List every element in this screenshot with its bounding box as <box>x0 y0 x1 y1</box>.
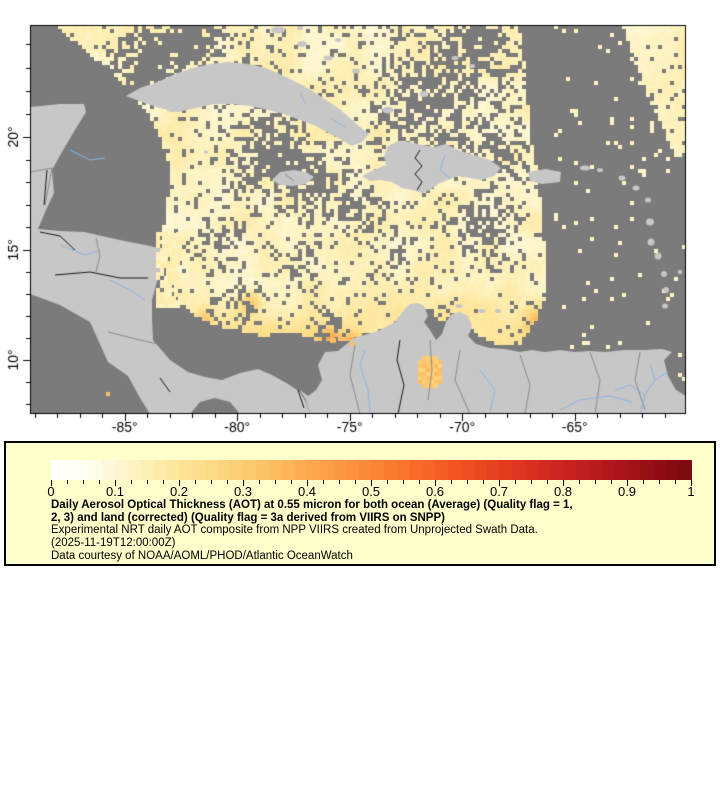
colorbar-segment <box>179 460 192 480</box>
colorbar-tick <box>547 480 548 484</box>
colorbar-tick <box>227 480 228 484</box>
colorbar-segment <box>230 460 243 480</box>
colorbar-tick <box>147 480 148 484</box>
colorbar-segment <box>141 460 154 480</box>
colorbar-segment <box>551 460 564 480</box>
colorbar-tick <box>595 480 596 484</box>
colorbar-tick <box>99 480 100 484</box>
colorbar-tick <box>579 480 580 484</box>
colorbar-segment <box>192 460 205 480</box>
colorbar-segment <box>154 460 167 480</box>
colorbar-tick-label: 0.3 <box>233 484 253 499</box>
colorbar-tick <box>259 480 260 484</box>
colorbar-segment <box>602 460 615 480</box>
colorbar-tick-label: 0.7 <box>489 484 509 499</box>
colorbar-segment <box>320 460 333 480</box>
colorbar-tick <box>83 480 84 484</box>
colorbar-segment <box>499 460 512 480</box>
colorbar-segment <box>679 460 692 480</box>
colorbar-segment <box>615 460 628 480</box>
colorbar-segment <box>218 460 231 480</box>
colorbar-segment <box>307 460 320 480</box>
colorbar-tick-label: 0.2 <box>169 484 189 499</box>
colorbar-segment <box>512 460 525 480</box>
colorbar-tick <box>515 480 516 484</box>
colorbar-segment <box>89 460 102 480</box>
colorbar-segment <box>564 460 577 480</box>
colorbar-tick <box>483 480 484 484</box>
colorbar-segment <box>384 460 397 480</box>
colorbar-segment <box>205 460 218 480</box>
legend-credit: Data courtesy of NOAA/AOML/PHOD/Atlantic OceanWatch <box>51 549 353 562</box>
colorbar-segment <box>77 460 90 480</box>
colorbar-tick <box>403 480 404 484</box>
colorbar-segment <box>435 460 448 480</box>
colorbar-segment <box>538 460 551 480</box>
colorbar-segment <box>423 460 436 480</box>
colorbar-segment <box>640 460 653 480</box>
colorbar-tick <box>275 480 276 484</box>
legend-title-line1: Daily Aerosol Optical Thickness (AOT) at 0.55 micron for both ocean (Average) (Quality flag = 1, <box>51 499 573 511</box>
colorbar-segment <box>525 460 538 480</box>
colorbar-tick-label: 0.6 <box>425 484 445 499</box>
colorbar-segment <box>448 460 461 480</box>
colorbar-segment <box>256 460 269 480</box>
colorbar-segment <box>51 460 64 480</box>
colorbar-segment <box>371 460 384 480</box>
legend-timestamp: (2025-11-19T12:00:00Z) <box>51 537 176 550</box>
colorbar-segment <box>461 460 474 480</box>
colorbar-tick <box>131 480 132 484</box>
colorbar-segment <box>474 460 487 480</box>
colorbar-tick <box>195 480 196 484</box>
colorbar-segment <box>628 460 641 480</box>
colorbar-tick <box>211 480 212 484</box>
colorbar-tick <box>451 480 452 484</box>
colorbar-tick <box>467 480 468 484</box>
legend-text <box>51 499 704 563</box>
colorbar-segment <box>269 460 282 480</box>
colorbar-tick-label: 0.5 <box>361 484 381 499</box>
colorbar-segment <box>487 460 500 480</box>
colorbar-segment <box>243 460 256 480</box>
colorbar-tick-label: 0.9 <box>617 484 637 499</box>
colorbar-segment <box>576 460 589 480</box>
colorbar-tick <box>419 480 420 484</box>
colorbar-tick-label: 1 <box>687 484 695 499</box>
colorbar-tick <box>67 480 68 484</box>
aot-colorbar <box>51 460 692 480</box>
colorbar-tick <box>339 480 340 484</box>
colorbar-tick <box>659 480 660 484</box>
colorbar-segment <box>397 460 410 480</box>
colorbar-segment <box>166 460 179 480</box>
colorbar-segment <box>653 460 666 480</box>
colorbar-tick <box>355 480 356 484</box>
colorbar-tick <box>643 480 644 484</box>
colorbar-segment <box>282 460 295 480</box>
colorbar-tick-label: 0 <box>47 484 55 499</box>
legend-title-line2: 2, 3) and land (corrected) (Quality flag = 3a derived from VIIRS on SNPP) <box>51 511 445 524</box>
colorbar-segment <box>589 460 602 480</box>
colorbar-segment <box>294 460 307 480</box>
colorbar-segment <box>410 460 423 480</box>
colorbar-segment <box>333 460 346 480</box>
colorbar-segment <box>64 460 77 480</box>
colorbar-tick-label: 0.1 <box>105 484 125 499</box>
colorbar-segment <box>128 460 141 480</box>
colorbar-tick <box>323 480 324 484</box>
colorbar-tick <box>163 480 164 484</box>
colorbar-tick <box>611 480 612 484</box>
legend-subtitle: Experimental NRT daily AOT composite from NPP VIIRS created from Unprojected Swath Data. <box>51 524 538 537</box>
colorbar-segment <box>115 460 128 480</box>
colorbar-segment <box>346 460 359 480</box>
colorbar-tick-label: 0.8 <box>553 484 573 499</box>
colorbar-tick <box>675 480 676 484</box>
legend-panel <box>4 441 716 566</box>
colorbar-tick <box>387 480 388 484</box>
colorbar-tick <box>531 480 532 484</box>
colorbar-segment <box>359 460 372 480</box>
colorbar-tick-label: 0.4 <box>297 484 317 499</box>
colorbar-segment <box>102 460 115 480</box>
colorbar-segment <box>666 460 679 480</box>
colorbar-tick <box>291 480 292 484</box>
